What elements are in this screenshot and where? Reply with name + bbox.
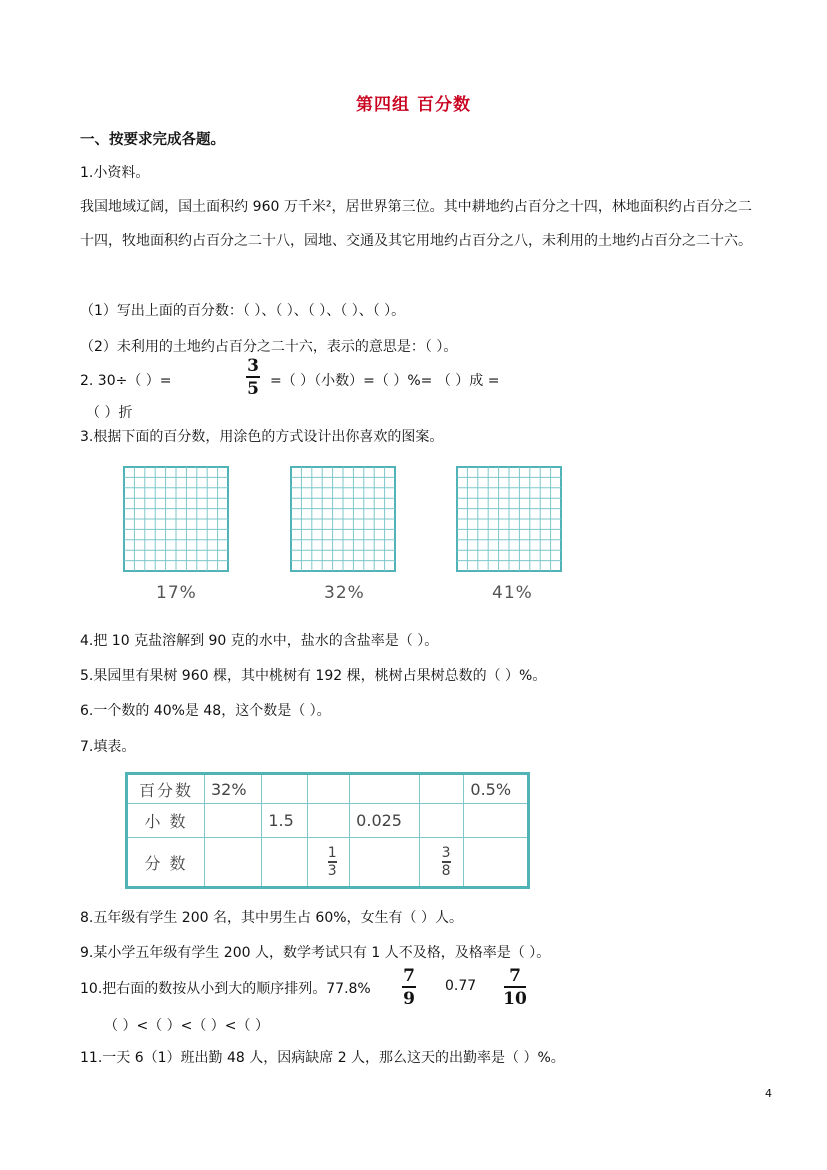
percent-row xyxy=(127,774,529,804)
fraction-numerator: 7 xyxy=(403,966,415,986)
table-cell[interactable] xyxy=(464,804,529,838)
q7-table xyxy=(125,772,530,889)
fraction-numerator: 3 xyxy=(441,845,451,862)
q1-sub2: （2）未利用的土地约占百分之二十六，表示的意思是：（ ）。 xyxy=(80,339,458,355)
q10-fraction-2 xyxy=(502,966,528,1010)
table-cell[interactable] xyxy=(307,838,349,888)
grid-label-1: 17% xyxy=(156,583,197,603)
q8: 8.五年级有学生 200 名，其中男生占 60%，女生有（ ）人。 xyxy=(80,910,463,926)
q2-part1: 2. 30÷（ ）= xyxy=(80,373,172,389)
fraction-denominator: 3 xyxy=(327,862,337,879)
table-cell[interactable] xyxy=(262,838,307,888)
hundred-grid-3[interactable] xyxy=(456,466,562,572)
row-header-percent: 百分数 xyxy=(127,774,205,804)
table-cell[interactable] xyxy=(419,838,464,888)
q6: 6.一个数的 40%是 48，这个数是（ ）。 xyxy=(80,703,331,719)
table-cell[interactable]: 32% xyxy=(205,774,262,804)
table-cell[interactable] xyxy=(419,804,464,838)
table-cell[interactable] xyxy=(205,804,262,838)
fraction-numerator: 1 xyxy=(327,845,337,862)
table-cell[interactable] xyxy=(307,774,349,804)
table-cell[interactable] xyxy=(464,838,529,888)
q1-text: 我国地域辽阔，国土面积约 960 万千米²，居世界第三位。其中耕地约占百分之十四，林地面积约占百分之二十四，牧地面积约占百分之二十八，园地、交通及其它用地约占百分之八，未利用的土地约占百分之二十六。 xyxy=(80,199,752,249)
fraction-denominator: 9 xyxy=(403,989,415,1009)
q7-label: 7.填表。 xyxy=(80,739,136,755)
table-cell[interactable] xyxy=(350,774,419,804)
table-cell[interactable]: 1.5 xyxy=(262,804,307,838)
table-cell[interactable]: 0.025 xyxy=(350,804,419,838)
q5: 5.果园里有果树 960 棵，其中桃树有 192 棵，桃树占果树总数的（ ）%。 xyxy=(80,668,547,684)
fraction-denominator: 5 xyxy=(247,379,259,399)
fraction-numerator: 3 xyxy=(247,356,259,376)
page-number: 4 xyxy=(765,1087,772,1100)
table-fraction xyxy=(442,845,451,879)
q10-line2: （ ）<（ ）<（ ）<（ ） xyxy=(104,1018,269,1034)
table-cell[interactable] xyxy=(307,804,349,838)
q1-sub1: （1）写出上面的百分数：（ ）、（ ）、（ ）、（ ）、（ ）。 xyxy=(80,303,406,319)
q10-part1: 10.把右面的数按从小到大的顺序排列。77.8% xyxy=(80,981,371,997)
q11: 11.一天 6（1）班出勤 48 人，因病缺席 2 人，那么这天的出勤率是（ ）%。 xyxy=(80,1050,565,1066)
page-title: 第四组 百分数 xyxy=(356,95,471,115)
hundred-grid-2[interactable] xyxy=(290,466,396,572)
row-header-decimal: 小 数 xyxy=(127,804,205,838)
hundred-grid-1[interactable] xyxy=(123,466,229,572)
fraction-denominator: 8 xyxy=(441,862,451,879)
table-cell[interactable]: 0.5% xyxy=(464,774,529,804)
decimal-row xyxy=(127,804,529,838)
row-header-fraction: 分 数 xyxy=(127,838,205,888)
q1-label: 1.小资料。 xyxy=(80,165,150,181)
q2-fraction xyxy=(243,356,263,400)
table-cell[interactable] xyxy=(262,774,307,804)
fraction-denominator: 10 xyxy=(503,989,527,1009)
q2-line2: （ ）折 xyxy=(86,405,133,421)
grid-label-3: 41% xyxy=(492,583,533,603)
section-heading: 一、按要求完成各题。 xyxy=(80,132,225,148)
q2-part2: =（ ）（小数）=（ ）%= （ ）成 = xyxy=(270,373,500,389)
q10-fraction-1 xyxy=(398,966,420,1010)
table-fraction xyxy=(328,845,337,879)
q3-label: 3.根据下面的百分数，用涂色的方式设计出你喜欢的图案。 xyxy=(80,429,444,445)
table-cell[interactable] xyxy=(419,774,464,804)
q10-decimal: 0.77 xyxy=(445,978,477,994)
grid-label-2: 32% xyxy=(324,583,365,603)
fraction-numerator: 7 xyxy=(509,966,521,986)
q9: 9.某小学五年级有学生 200 人，数学考试只有 1 人不及格，及格率是（ ）。 xyxy=(80,945,551,961)
table-cell[interactable] xyxy=(205,838,262,888)
table-cell[interactable] xyxy=(350,838,419,888)
q4: 4.把 10 克盐溶解到 90 克的水中，盐水的含盐率是（ ）。 xyxy=(80,633,439,649)
fraction-row xyxy=(127,838,529,888)
